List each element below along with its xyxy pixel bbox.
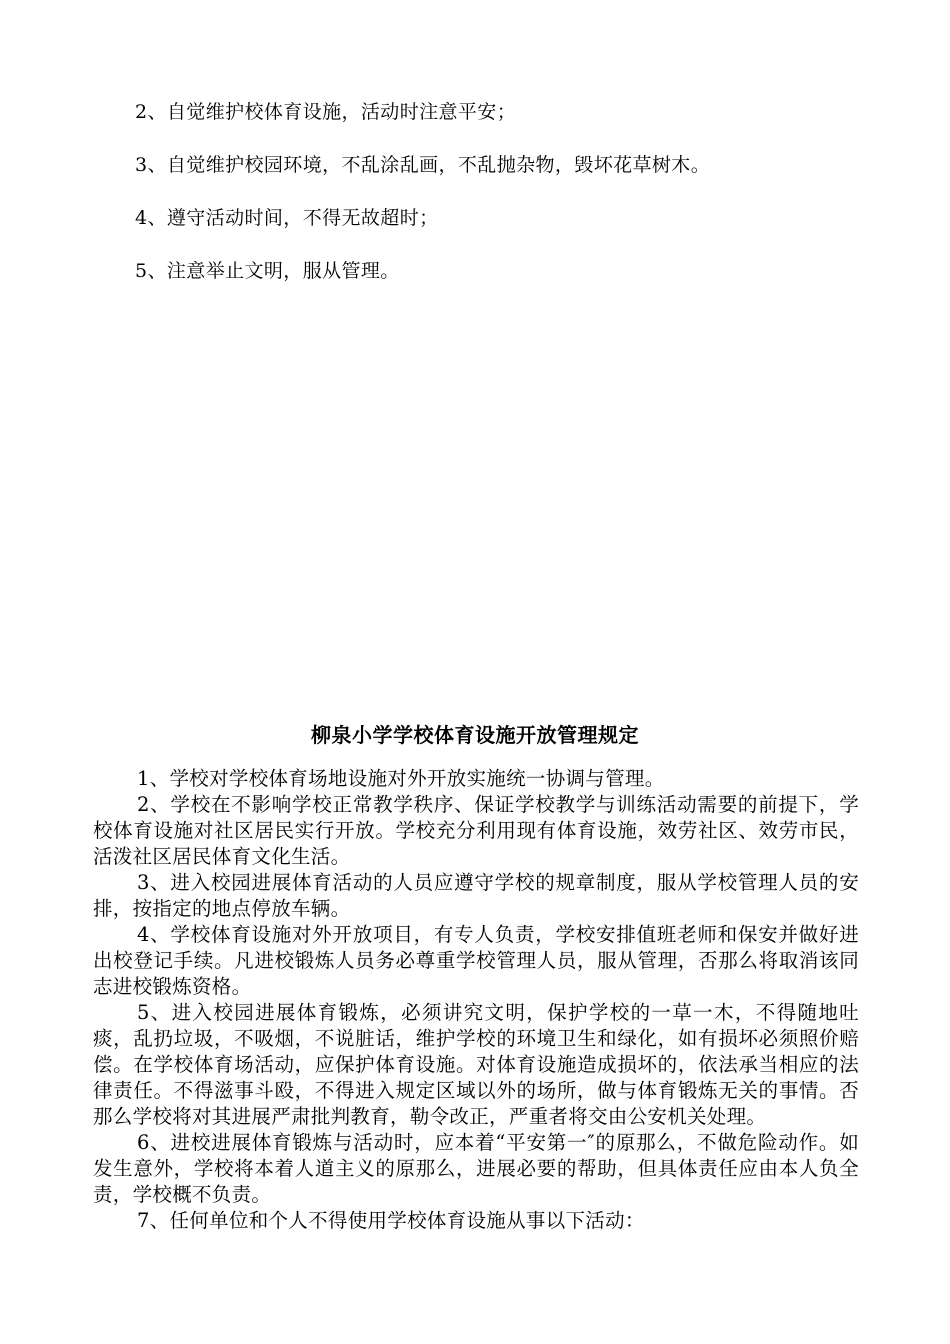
rules-list — [135, 96, 855, 308]
list-item: 2、自觉维护校体育设施，活动时注意平安； — [135, 101, 517, 123]
document-title: 柳泉小学学校体育设施开放管理规定 — [311, 723, 639, 747]
regulation-body — [93, 766, 859, 1234]
paragraph: 3、进入校园进展体育活动的人员应遵守学校的规章制度，服从学校管理人员的安排，按指定的地点停放车辆。 — [93, 871, 859, 920]
list-item: 3、自觉维护校园环境，不乱涂乱画，不乱抛杂物，毁坏花草树木。 — [135, 154, 711, 176]
paragraph: 1、学校对学校体育场地设施对外开放实施统一协调与管理。 — [137, 767, 665, 790]
paragraph: 2、学校在不影响学校正常教学秩序、保证学校教学与训练活动需要的前提下，学校体育设施对社区居民实行开放。学校充分利用现有体育设施，效劳社区、效劳市民，活泼社区居民体育文化生活。 — [93, 793, 859, 868]
paragraph: 4、学校体育设施对外开放项目，有专人负责，学校安排值班老师和保安并做好进出校登记手续。凡进校锻炼人员务必尊重学校管理人员，服从管理，否那么将取消该同志进校锻炼资格。 — [93, 923, 859, 998]
paragraph: 6、进校进展体育锻炼与活动时，应本着“平安第一″的原那么，不做危险动作。如发生意外，学校将本着人道主义的原那么，进展必要的帮助，但具体责任应由本人负全责，学校概不负责。 — [93, 1131, 859, 1206]
list-item: 4、遵守活动时间，不得无故超时； — [135, 207, 439, 229]
paragraph: 7、任何单位和个人不得使用学校体育设施从事以下活动： — [137, 1209, 645, 1232]
paragraph: 5、进入校园进展体育锻炼，必须讲究文明，保护学校的一草一木，不得随地吐痰，乱扔垃圾，不吸烟，不说脏话，维护学校的环境卫生和绿化，如有损坏必须照价赔偿。在学校体育场活动，应保护体育设施。对体育设施造成损坏的，依法承当相应的法律责任。不得滋事斗殴，不得进入规定区域以外的场所，做与体育锻炼无关的事情。否那么学校将对其进展严肃批判教育，勒令改正，严重者将交由公安机关处理。 — [93, 1001, 859, 1128]
list-item: 5、注意举止文明，服从管理。 — [135, 260, 400, 282]
